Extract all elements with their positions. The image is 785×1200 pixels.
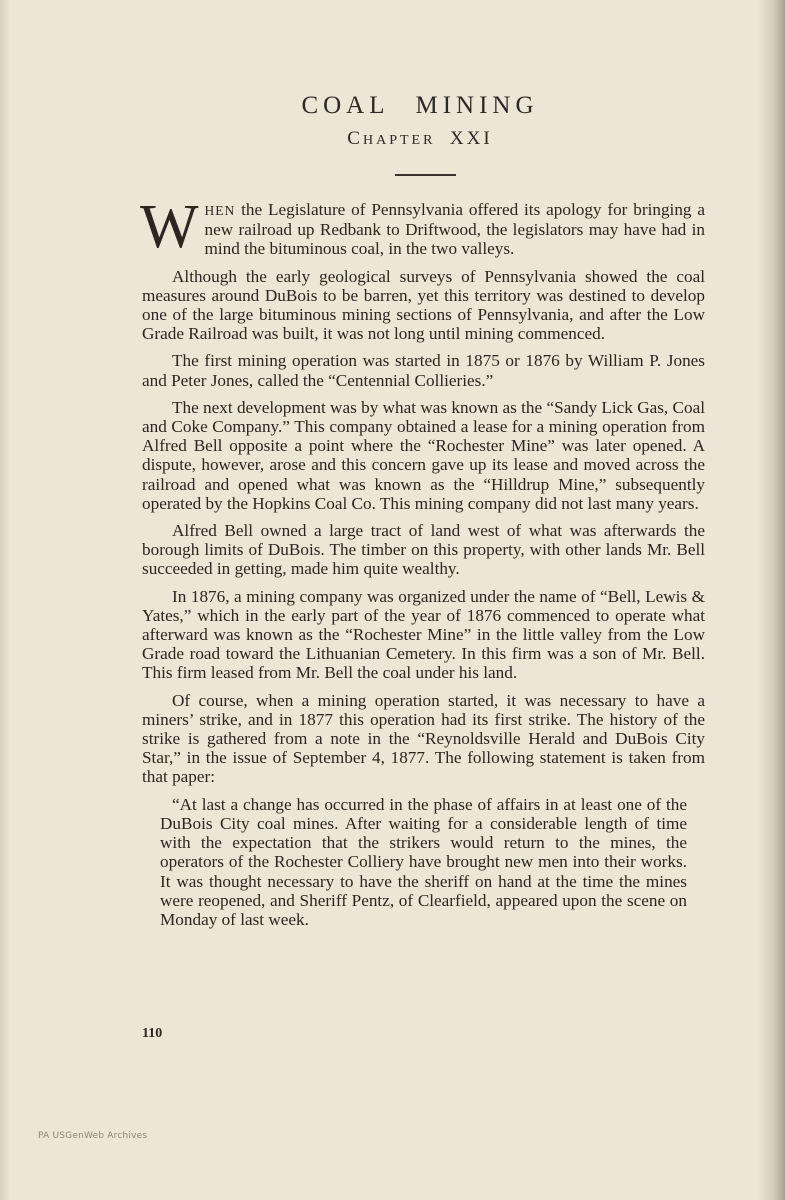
chapter-label: HAPTER [362,133,436,148]
paragraph-5: Alfred Bell owned a large tract of land west of what was afterwards the borough limits of DuBois. The timber on this property, with other lands Mr. Bell succeeded in getting, made him quite wealthy. [142,521,705,579]
drop-cap: W [140,193,199,261]
paragraph-2: Although the early geological surveys of Pennsylvania showed the coal measures around DuBois to be barren, yet this territory was destined to develop one of the large bituminous mining sections of Pennsylvania, and after the Low Grade Railroad was built, it was not long until mining commenced. [142,266,705,344]
paragraph-1-text: the Legislature of Pennsylvania offered its apology for bringing a new railroad up Redbank to Driftwood, the legislators may have had in mind the bituminous coal, in the two valleys. [204,200,705,259]
page-number: 110 [142,1026,163,1041]
paragraph-1-lead: HEN [204,203,236,218]
archive-watermark: PA USGenWeb Archives [38,1131,148,1141]
title-word-mining: MINING [415,92,539,119]
chapter-body [140,193,705,937]
paragraph-1 [140,193,705,261]
paragraph-3: The first mining operation was started in 1875 or 1876 by William P. Jones and Peter Jones, called the “Centennial Collieries.” [142,351,705,390]
page-edge-left [0,0,10,1200]
chapter-initial: C [347,128,363,149]
chapter-number: XXI [449,128,493,149]
title-word-coal: COAL [301,92,390,119]
block-quote: “At last a change has occurred in the phase of affairs in at least one of the DuBois City coal mines. After waiting for a considerable length of time with the expectation that the strikers would return to the mines, the operators of the Rochester Colliery have brought new men into their works. It was thought necessary to have the sheriff on hand at the time the mines were reopened, and Sheriff Pentz, of Clearfield, appeared upon the scene on Monday of last week. [160,794,687,929]
paragraph-4: The next development was by what was known as the “Sandy Lick Gas, Coal and Coke Company.” This company obtained a lease for a mining operation from Alfred Bell opposite a point where the “Rochester Mine” was later opened. A dispute, however, arose and this concern gave up its lease and moved across the railroad and opened what was known as the “Hilldrup Mine,” subsequently operated by the Hopkins Coal Co. This mining company did not last many years. [142,397,705,513]
page-title [0,92,785,120]
chapter-heading [0,128,785,150]
title-divider [395,174,456,176]
page-gutter-shadow [757,0,785,1200]
paragraph-7: Of course, when a mining operation started, it was necessary to have a miners’ strike, and in 1877 this operation had its first strike. The history of the strike is gathered from a note in the “Reynoldsville Herald and DuBois City Star,” in the issue of September 4, 1877. The following statement is taken from that paper: [142,690,705,787]
paragraph-6: In 1876, a mining company was organized under the name of “Bell, Lewis & Yates,” which in the early part of the year of 1876 commenced to operate what afterward was known as the “Rochester Mine” in the little valley from the Low Grade road toward the Lithuanian Cemetery. In this firm was a son of Mr. Bell. This firm leased from Mr. Bell the coal under his land. [142,586,705,683]
